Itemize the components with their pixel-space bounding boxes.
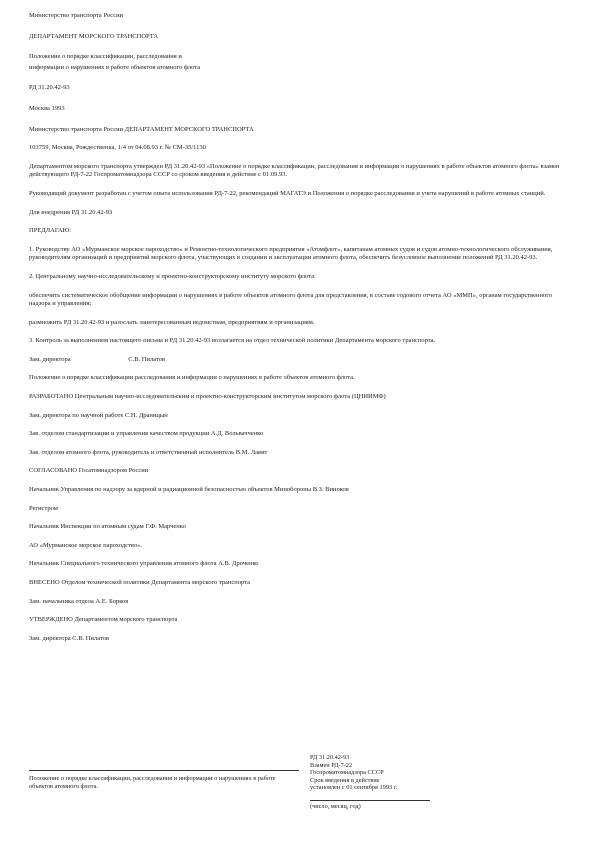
ao-mmp-line-1: Начальник Специального технического управления атомного флота А.В. Дроченко — [29, 560, 259, 568]
document-title-line-1: Положение о порядке классификации, расследования и — [29, 53, 182, 61]
city-year: Москва 1993 — [29, 104, 65, 112]
deputy-name: С.В. Пилатов — [128, 355, 166, 363]
footer-doc-code: РД 31.20.42-93 — [310, 754, 350, 761]
register-heading: Регистром — [29, 504, 58, 512]
agreed-heading: СОГЛАСОВАНО Госатомнадзором России — [29, 467, 149, 475]
item-2b: размножить РД 31.20.42-93 и разослать заинтересованным ведомствам, предприятиям и организациям. — [29, 318, 315, 326]
document-title-line-2: информации о нарушениях в работе объектов атомного флота — [29, 63, 201, 71]
developer-line-2: Зав. отделом стандартизации и управления качеством продукции А.Д. Вольвачченко — [29, 430, 264, 438]
footer-standard-block — [310, 754, 510, 811]
propose-heading: ПРЕДЛАГАЮ: — [29, 227, 72, 235]
item-2a: обеспечить систематическое обобщение информации о нарушениях в работе объектов атомного флота для представления, в составе годового отчета АО «ММП», органам государственного надзора и управления; — [29, 291, 552, 308]
letter-reference: 103759, Москва, Рождественка, 1/4 от 04.08.93 г. № СМ-35/1130 — [29, 144, 206, 152]
issuer-line: Министерство транспорта России ДЕПАРТАМЕНТ МОРСКОГО ТРАНСПОРТА — [29, 125, 254, 133]
footer-title: Положение о порядке классификации, расследования и информации о нарушениях в работе объектов атомного флота. — [29, 770, 299, 790]
developed-by: РАЗРАБОТАНО Центральным научно-исследовательским и проектно-конструкторским институтом морского флота (ЦНИИМФ) — [29, 393, 386, 401]
footer-effective-label: Срок введения в действие — [310, 776, 380, 784]
item-3: 3. Контроль за выполнением настоящего письма и РД 31.20.42-93 возлагается на отдел технической политики Департамента морского транспорта. — [29, 337, 436, 345]
footer-authority: Госпроматомнадзора СССР — [310, 769, 384, 777]
developer-line-3: Зав. отделом атомного флота, руководитель и ответственный исполнитель В.М. Лавит — [29, 448, 268, 456]
document-code: РД 31.20.42-93 — [29, 84, 70, 92]
department-heading: ДЕПАРТАМЕНТ МОРСКОГО ТРАНСПОРТА — [29, 32, 159, 40]
document-page — [29, 12, 574, 653]
paragraph-developed: Руководящий документ разработан с учетом опыта использования РД-7-22, рекомендаций МАГАТЭ и Положения о порядке расследования и учета нарушений в работе атомных станций. — [29, 189, 546, 197]
footer-blank-line — [310, 792, 430, 801]
developer-line-1: Зам. директора по научной работе С.Н. Драницын — [29, 411, 168, 419]
approved-line-1: Зам. директора С.В. Пилатов — [29, 634, 110, 642]
footer-replaces: Взамен РД-7-22 — [310, 761, 353, 769]
item-1: 1. Руководству АО «Мурманское морское пароходство» и Ремонтно-технологического предприятия «Атомфлот», капитанам атомных судов и судов атомно-технологического обслуживания, руководителям организаций и предприятий морского флота, участвующих в создании и эксплуатации атомного флота, обеспечить безусловное выполнение положений РД 31.20.42-93. — [29, 245, 553, 262]
footer-effective-date: установлен с 01 сентября 1993 г. — [310, 784, 398, 792]
approved-heading: УТВЕРЖДЕНО Департаментом морского транспорта — [29, 616, 178, 624]
ministry-heading: Министерство транспорта России — [29, 12, 124, 19]
introduced-line-1: Зам. начальника отдела А.Е. Борков — [29, 597, 129, 605]
agreed-line-1: Начальник Управления по надзору за ядерной и радиационной безопасностью объектов Минобороны В.З. Виноков — [29, 486, 349, 494]
title-repeat: Положение о порядке классификации расследования и информации о нарушениях в работе объектов атомного флота. — [29, 374, 355, 382]
introduced-heading: ВНЕСЕНО Отделом технической политики Департамента морского транспорта — [29, 579, 250, 586]
paragraph-purpose: Для внедрения РД 31.20.42-93 — [29, 208, 113, 216]
paragraph-approved: Департаментом морского транспорта утвержден РД 31.20.42-93 «Положение о порядке классификации, расследования и информации о нарушениях в работе объектов атомного флота» взамен действующего РД-7-22 Госпроматомнадзора СССР со сроком введения в действие с 01.09.93. — [29, 162, 560, 179]
deputy-title: Зам. директора — [29, 355, 71, 363]
footer-date-caption: (число, месяц, год) — [310, 802, 361, 810]
register-line-1: Начальник Инспекции по атомным судам Г.Ф. Марченко — [29, 523, 186, 531]
document-footer — [29, 752, 574, 832]
item-2: 2. Центральному научно-исследовательскому и проектно-конструкторскому институту морского флота: — [29, 272, 316, 280]
ao-mmp-heading: АО «Мурманское морское пароходство». — [29, 541, 143, 549]
deputy-signature — [29, 356, 574, 365]
